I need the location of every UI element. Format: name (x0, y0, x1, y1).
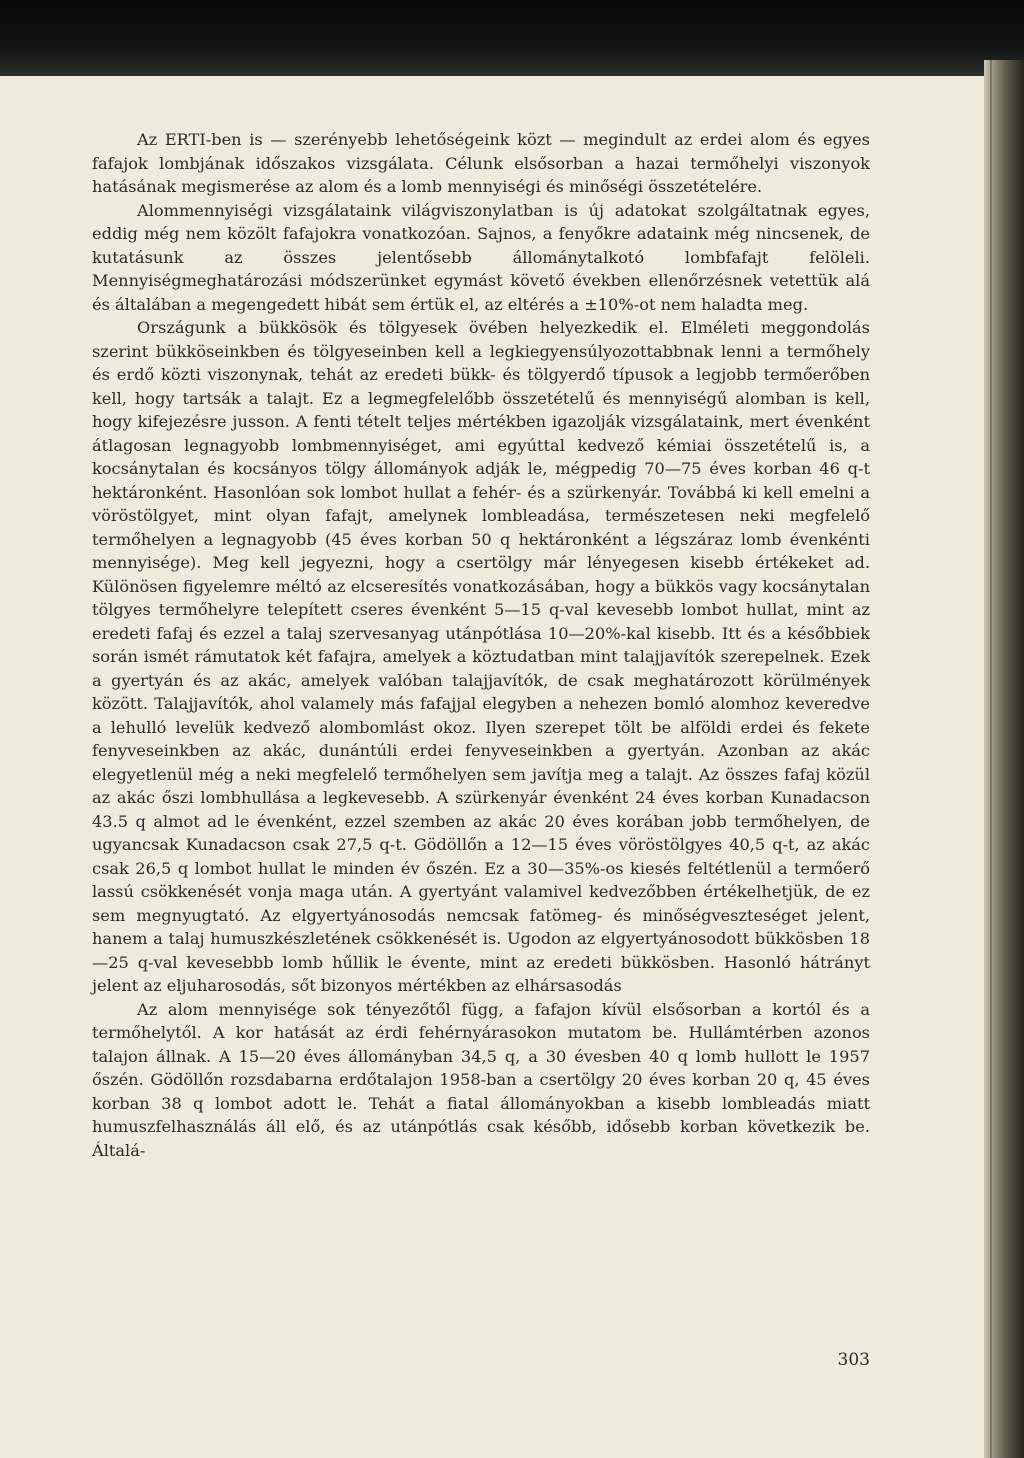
paragraph-4: Az alom mennyisége sok tényezőtől függ, a fafajon kívül elsősorban a kortól és a termőhelytől. A kor hatását az érdi fehérnyárasokon mutatom be. Hullámtérben azonos talajon állnak. A 15—20 éves állományban 34,5 q, a 30 évesben 40 q lomb hullott le 1957 őszén. Gödöllőn rozsdabarna erdőtalajon 1958-ban a csertölgy 20 éves korban 20 q, 45 éves korban 38 q lombot adott le. Tehát a fiatal állományokban a kisebb lombleadás miatt humuszfelhasználás áll elő, és az utánpótlás csak később, idősebb korban következik be. Általá- (92, 999, 870, 1160)
paragraph-3: Országunk a bükkösök és tölgyesek övében helyezkedik el. Elméleti meggondolás szerint bükköseinkben és tölgyeseinben kell a legkiegyensúlyozottabbnak lenni a termőhely és erdő közti viszonynak, tehát az eredeti bükk- és tölgyerdő típusok a legjobb termőerőben kell, hogy tartsák a talajt. Ez a legmegfelelőbb összetételű és mennyiségű alomban is kell, hogy kifejezésre jusson. A fenti tételt teljes mértékben igazolják vizsgálataink, mert évenként átlagosan legnagyobb lombmennyiséget, ami egyúttal kedvező kémiai összetételű is, a kocsánytalan és kocsányos tölgy állományok adják le, mégpedig 70—75 éves korban 46 q-t hektáronként. Hasonlóan sok lombot hullat a fehér- és a szürkenyár. Továbbá ki kell emelni a vöröstölgyet, mint olyan fafajt, amelynek lombleadása, természetesen neki megfelelő termőhelyen a legnagyobb (45 éves korban 50 q hektáronként a légszáraz lomb évenkénti mennyisége). Meg kell jegyezni, hogy a csertölgy már lényegesen kisebb értékeket ad. Különösen figyelemre méltó az elcseresítés vonatkozásában, hogy a bükkös vagy kocsánytalan tölgyes termőhelyre telepített cseres évenként 5—15 q-val kevesebb lombot hullat, mint az eredeti fafaj és ezzel a talaj szervesanyag utánpótlása 10—20%-kal kisebb. Itt és a későbbiek során ismét rámutatok két fafajra, amelyek a köztudatban mint talajjavítók szerepelnek. Ezek a gyertyán és az akác, amelyek valóban talajjavítók, de csak meghatározott körülmények között. Talajjavítók, ahol valamely más fafajjal elegyben a nehezen bomló alomhoz keveredve a lehulló levelük kedvező alombomlást okoz. Ilyen szerepet tölt be alföldi erdei és fekete fenyveseinkben az akác, dunántúli erdei fenyveseinkben a gyertyán. Azonban az akác elegyetlenül még a neki megfelelő termőhelyen sem javítja meg a talajt. Az összes fafaj közül az akác őszi lombhullása a legkevesebb. A szürkenyár évenként 24 éves korban Kunadacson 43.5 q almot ad le évenként, ezzel szemben az akác 20 éves korában jobb termőhelyen, de ugyancsak Kunadacson csak 27,5 q-t. Gödöllőn a 12—15 éves vöröstölgyes 40,5 q-t, az akác csak 26,5 q lombot hullat le minden év őszén. Ez a 30—35%-os kiesés feltétlenül a termőerő lassú csökkenését vonja maga után. A gyertyánt valamivel kedvezőbben értékelhetjük, de ez sem megnyugtató. Az elgyertyánosodás nemcsak fatömeg- és minőségveszteséget jelent, hanem a talaj humuszkészletének csökkenését is. Ugodon az elgyertyánosodott bükkösben 18—25 q-val kevesebbb lomb hűllik le évente, mint az eredeti bükkösben. Hasonló hátrányt jelent az eljuharosodás, sőt bizonyos mértékben az elhársasodás (92, 318, 870, 995)
paragraph-2: Alommennyiségi vizsgálataink világviszonylatban is új adatokat szolgáltatnak egyes, eddig még nem közölt fafajokra vonatkozóan. Sajnos, a fenyőkre adataink még nincsenek, de kutatásunk az összes jelentősebb állománytalkotó lombfafajt felöleli. Mennyiségmeghatározási módszerünket egymást követő években ellenőrzésnek vetettük alá és általában a megengedett hibát sem értük el, az eltérés a ±10%-ot nem haladta meg. (92, 200, 870, 314)
scan-top-border (0, 0, 1024, 76)
book-spine-edge (984, 60, 1024, 1458)
body-text (92, 128, 870, 1162)
page-number: 303 (837, 1350, 870, 1370)
paragraph-1: Az ERTI-ben is — szerényebb lehetőségeink közt — megindult az erdei alom és egyes fafajok lombjának időszakos vizsgálata. Célunk elsősorban a hazai termőhelyi viszonyok hatásának megismerése az alom és a lomb mennyiségi és minőségi összetételére. (92, 130, 870, 196)
